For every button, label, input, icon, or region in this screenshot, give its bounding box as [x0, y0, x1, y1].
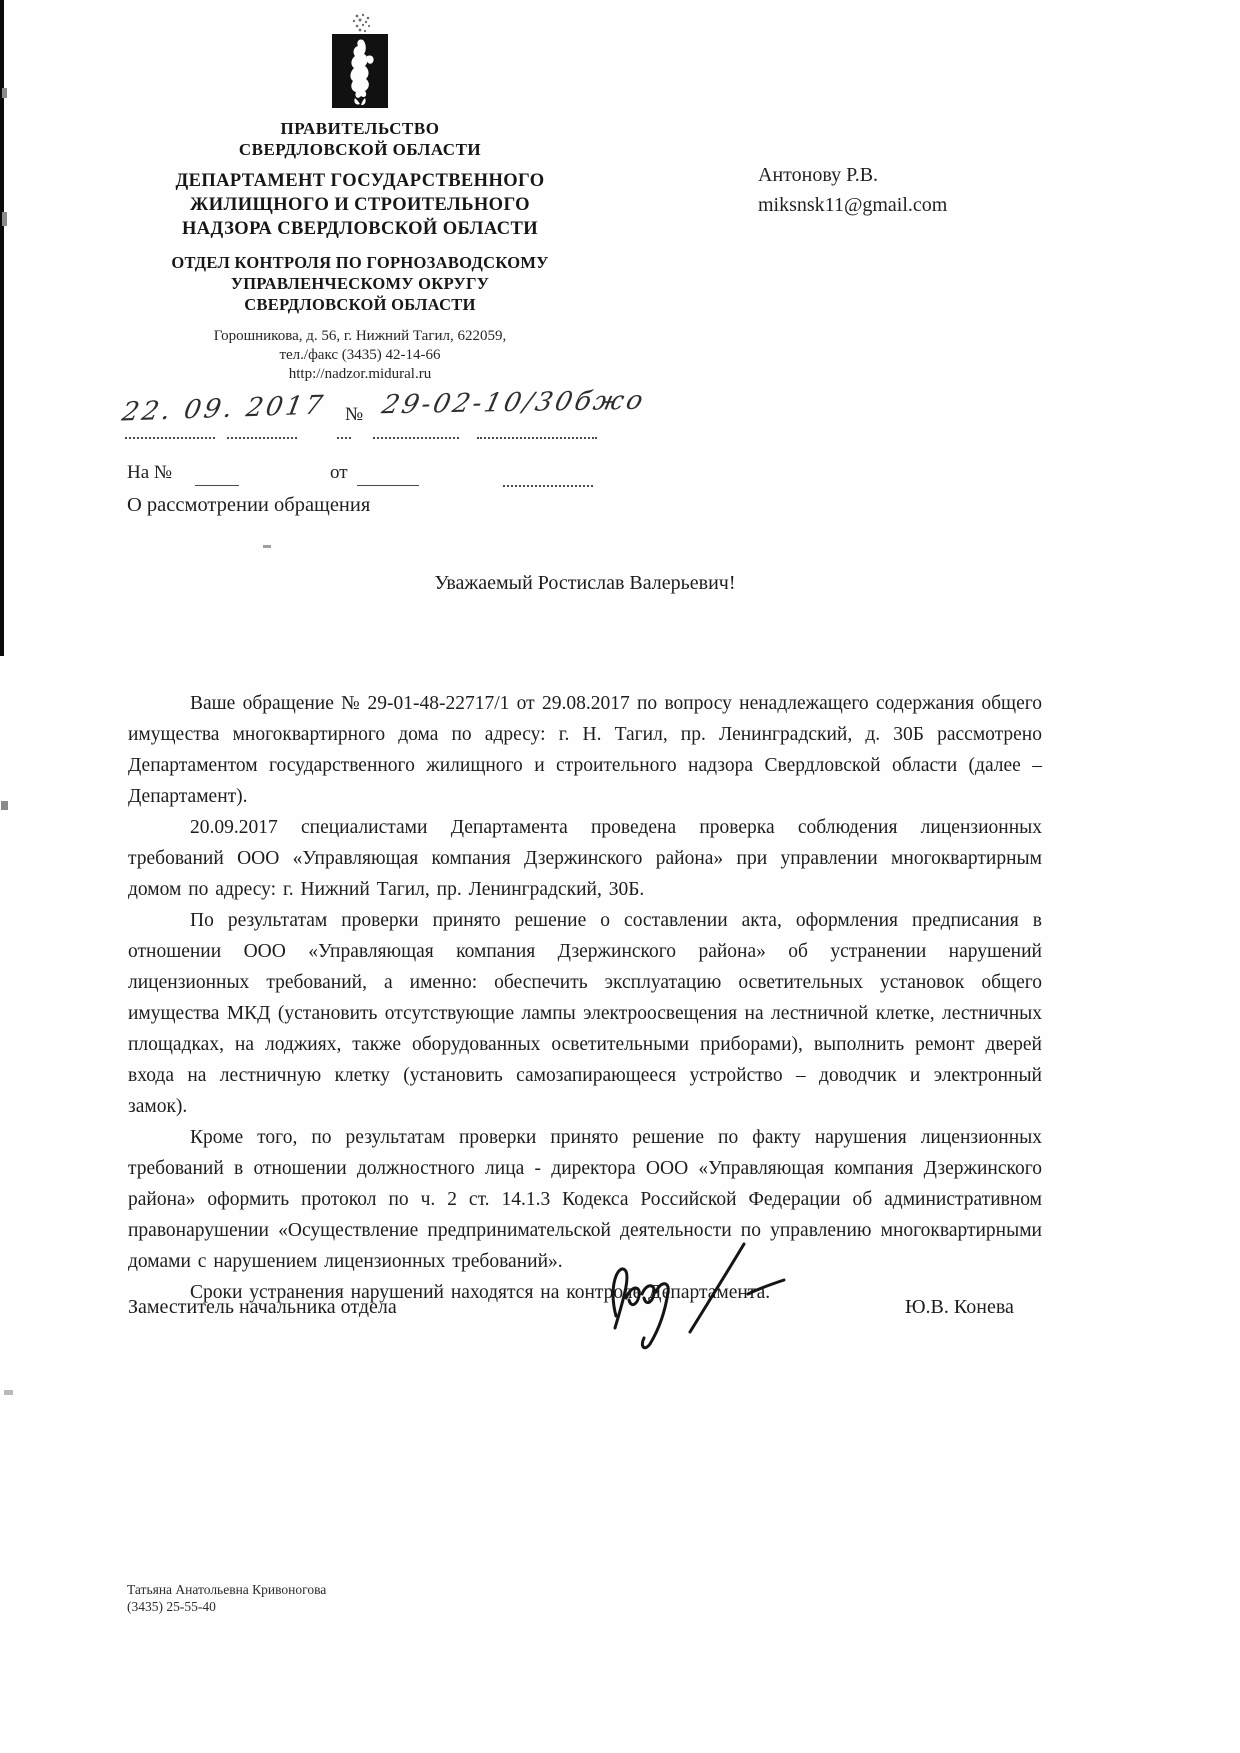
scan-speck — [1, 801, 8, 810]
department-name-line3: НАДЗОРА СВЕРДЛОВСКОЙ ОБЛАСТИ — [181, 219, 538, 239]
signer-name: Ю.В. Конева — [905, 1296, 1014, 1318]
executor-block — [127, 1581, 326, 1615]
division-name-line3: СВЕРДЛОВСКОЙ ОБЛАСТИ — [244, 295, 476, 314]
government-name-line1: ПРАВИТЕЛЬСТВО — [280, 119, 440, 138]
handwritten-outgoing-number: 29-02-10/30бжо — [378, 385, 649, 421]
scan-speck — [263, 545, 271, 548]
reference-extra-blank — [503, 484, 593, 487]
reference-number-blank — [195, 484, 239, 486]
scan-speck — [4, 1390, 13, 1395]
reference-row — [115, 462, 675, 496]
address-line: Горошникова, д. 56, г. Нижний Тагил, 622059, — [213, 328, 507, 344]
website-line: http://nadzor.midural.ru — [288, 366, 432, 382]
registration-row — [115, 385, 675, 462]
scan-edge-artifact — [0, 0, 4, 656]
phone-fax-line: тел./факс (3435) 42-14-66 — [279, 347, 441, 363]
executor-name: Татьяна Анатольевна Кривоногова — [127, 1582, 327, 1597]
body-paragraph: Сроки устранения нарушений находятся на контроле Департамента. — [190, 1282, 771, 1303]
government-name-line2: СВЕРДЛОВСКОЙ ОБЛАСТИ — [238, 140, 482, 159]
letterhead — [110, 12, 610, 384]
scan-speck — [2, 212, 7, 226]
division-name-line2: УПРАВЛЕНЧЕСКОМУ ОКРУГУ — [230, 274, 490, 293]
reference-date-blank — [357, 484, 419, 486]
recipient-name: Антонову Р.В. — [758, 164, 879, 186]
handwritten-date: 22. 09. 2017 — [119, 390, 328, 428]
recipient-email: miksnsk11@gmail.com — [758, 194, 948, 216]
salutation: Уважаемый Ростислав Валерьевич! — [434, 572, 736, 594]
number-sign-underline — [337, 436, 351, 439]
date-underline — [227, 436, 297, 439]
date-underline — [125, 436, 215, 439]
number-underline — [477, 436, 597, 439]
scan-speck — [2, 88, 7, 98]
recipient-block — [758, 160, 947, 220]
body-paragraph: Кроме того, по результатам проверки принято решение по факту нарушения лицензионных требований в отношении должностного лица - директора ООО «Управляющая компания Дзержинского района» оформить протокол по ч. 2 ст. 14.1.3 Кодекса Российской Федерации об административном правонарушении «Осуществление предпринимательской деятельности по управлению многоквартирными домами с нарушением лицензионных требований». — [128, 1127, 1042, 1272]
coat-of-arms-icon — [327, 12, 393, 114]
body-paragraph: Ваше обращение № 29-01-48-22717/1 от 29.08.2017 по вопросу ненадлежащего содержания общего имущества многоквартирного дома по адресу: г. Н. Тагил, пр. Ленинградский, д. 30Б рассмотрено Департаментом государственного жилищного и строительного надзора Свердловской области (далее – Департамент). — [128, 693, 1042, 807]
subject-line: О рассмотрении обращения — [127, 494, 371, 516]
body-paragraph: По результатам проверки принято решение о составлении акта, оформления предписания в отношении ООО «Управляющая компания Дзержинского района» об устранении нарушений лицензионных требований, а именно: обеспечить эксплуатацию осветительных установок общего имущества МКД (установить отсутствующие лампы электроосвещения на лестничной клетке, лестничных площадках, на лоджиях, также оборудованных осветительными приборами), выполнить ремонт дверей входа на лестничную клетку (установить самозапирающееся устройство – доводчик и электронный замок). — [128, 910, 1042, 1117]
letter-body — [128, 688, 1042, 1308]
department-name-line2: ЖИЛИЩНОГО И СТРОИТЕЛЬНОГО — [190, 195, 530, 215]
signature-scribble — [598, 1236, 828, 1356]
reference-label: На № — [127, 462, 173, 483]
body-paragraph: 20.09.2017 специалистами Департамента проведена проверка соблюдения лицензионных требований ООО «Управляющая компания Дзержинского района» при управлении многоквартирным домом по адресу: г. Нижний Тагил, пр. Ленинградский, 30Б. — [128, 817, 1042, 900]
executor-phone: (3435) 25-55-40 — [127, 1599, 216, 1614]
reference-from-label: от — [330, 462, 348, 483]
signer-position: Заместитель начальника отдела — [128, 1296, 397, 1318]
department-name-line1: ДЕПАРТАМЕНТ ГОСУДАРСТВЕННОГО — [175, 171, 545, 191]
number-sign-label: № — [345, 404, 364, 425]
division-name-line1: ОТДЕЛ КОНТРОЛЯ ПО ГОРНОЗАВОДСКОМУ — [171, 253, 549, 272]
number-underline — [373, 436, 459, 439]
